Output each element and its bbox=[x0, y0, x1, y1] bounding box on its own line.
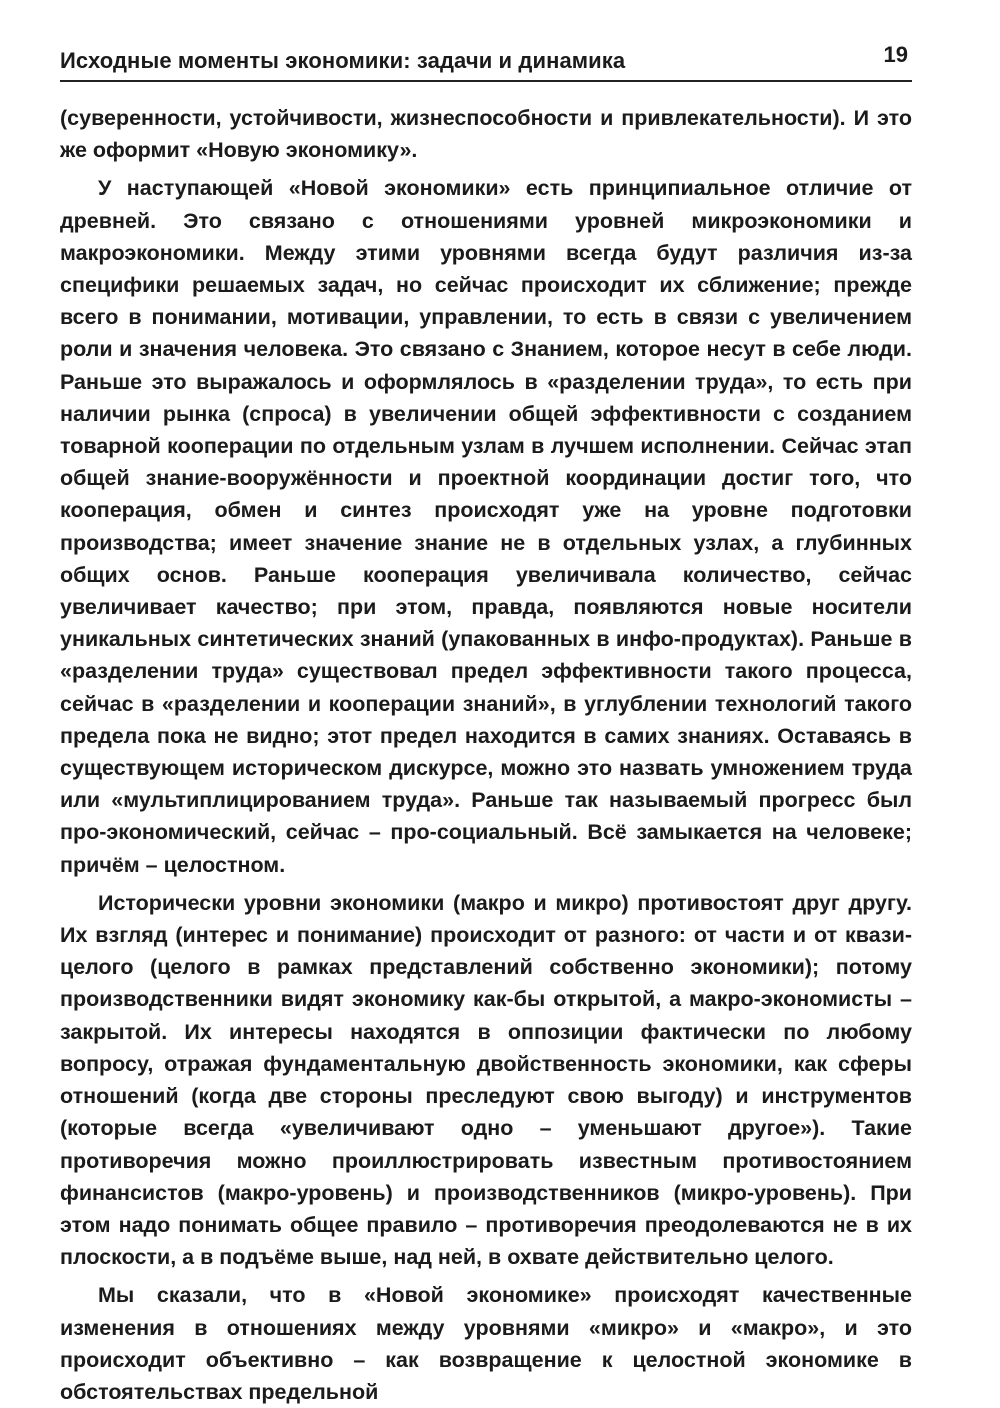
paragraph-continuation: (суверенности, устойчивости, жизнеспособности и привлекательности). И это же оформит «Новую экономику». bbox=[60, 106, 912, 163]
paragraph: Исторически уровни экономики (макро и микро) противостоят друг другу. Их взгляд (интерес и понимание) происходит от разного: от части и от квази-целого (целого в рамках представлений собственно экономики); потому производственники видят экономику как-бы открытой, а макро-экономисты – закрытой. Их интересы находятся в оппозиции фактически по любому вопросу, отражая фундаментальную двойственность экономики, как сферы отношений (когда две стороны преследуют свою выгоду) и инструментов (которые всегда «увеличивают одно – уменьшают другое»). Такие противоречия можно проиллюстрировать известным противостоянием финансистов (макро-уровень) и производственников (микро-уровень). При этом надо понимать общее правило – противоречия преодолеваются не в их плоскости, а в подъёме выше, над ней, в охвате действительно целого. bbox=[60, 890, 912, 1270]
chapter-title: Исходные моменты экономики: задачи и динамика bbox=[60, 48, 626, 73]
page-number: 19 bbox=[883, 42, 908, 67]
running-header bbox=[60, 40, 912, 82]
paragraph: Мы сказали, что в «Новой экономике» происходят качественные изменения в отношениях между уровнями «микро» и «макро», и это происходит объективно – как возвращение к целостной экономике в обстоятельствах предельной bbox=[60, 1283, 912, 1404]
body-text bbox=[60, 102, 912, 1408]
paragraph: У наступающей «Новой экономики» есть принципиальное отличие от древней. Это связано с отношениями уровней микроэкономики и макроэкономики. Между этими уровнями всегда будут различия из-за специфики решаемых задач, но сейчас происходит их сближение; прежде всего в понимании, мотивации, управлении, то есть в связи с увеличением роли и значения человека. Это связано с Знанием, которое несут в себе люди. Раньше это выражалось и оформлялось в «разделении труда», то есть при наличии рынка (спроса) в увеличении общей эффективности с созданием товарной кооперации по отдельным узлам в лучшем исполнении. Сейчас этап общей знание-вооружённости и проектной координации достиг того, что кооперация, обмен и синтез происходят уже на уровне подготовки производства; имеет значение знание не в отдельных узлах, а глубинных общих основ. Раньше кооперация увеличивала количество, сейчас увеличивает качество; при этом, правда, появляются новые носители уникальных синтетических знаний (упакованных в инфо-продуктах). Раньше в «разделении труда» существовал предел эффективности такого процесса, сейчас в «разделении и кооперации знаний», в углублении технологий такого предела пока не видно; этот предел находится в самих знаниях. Оставаясь в существующем историческом дискурсе, можно это назвать умножением труда или «мультиплицированием труда». Раньше так называемый прогресс был про-экономический, сейчас – про-социальный. Всё замыкается на человеке; причём – целостном. bbox=[60, 176, 912, 877]
book-page bbox=[60, 0, 912, 1404]
